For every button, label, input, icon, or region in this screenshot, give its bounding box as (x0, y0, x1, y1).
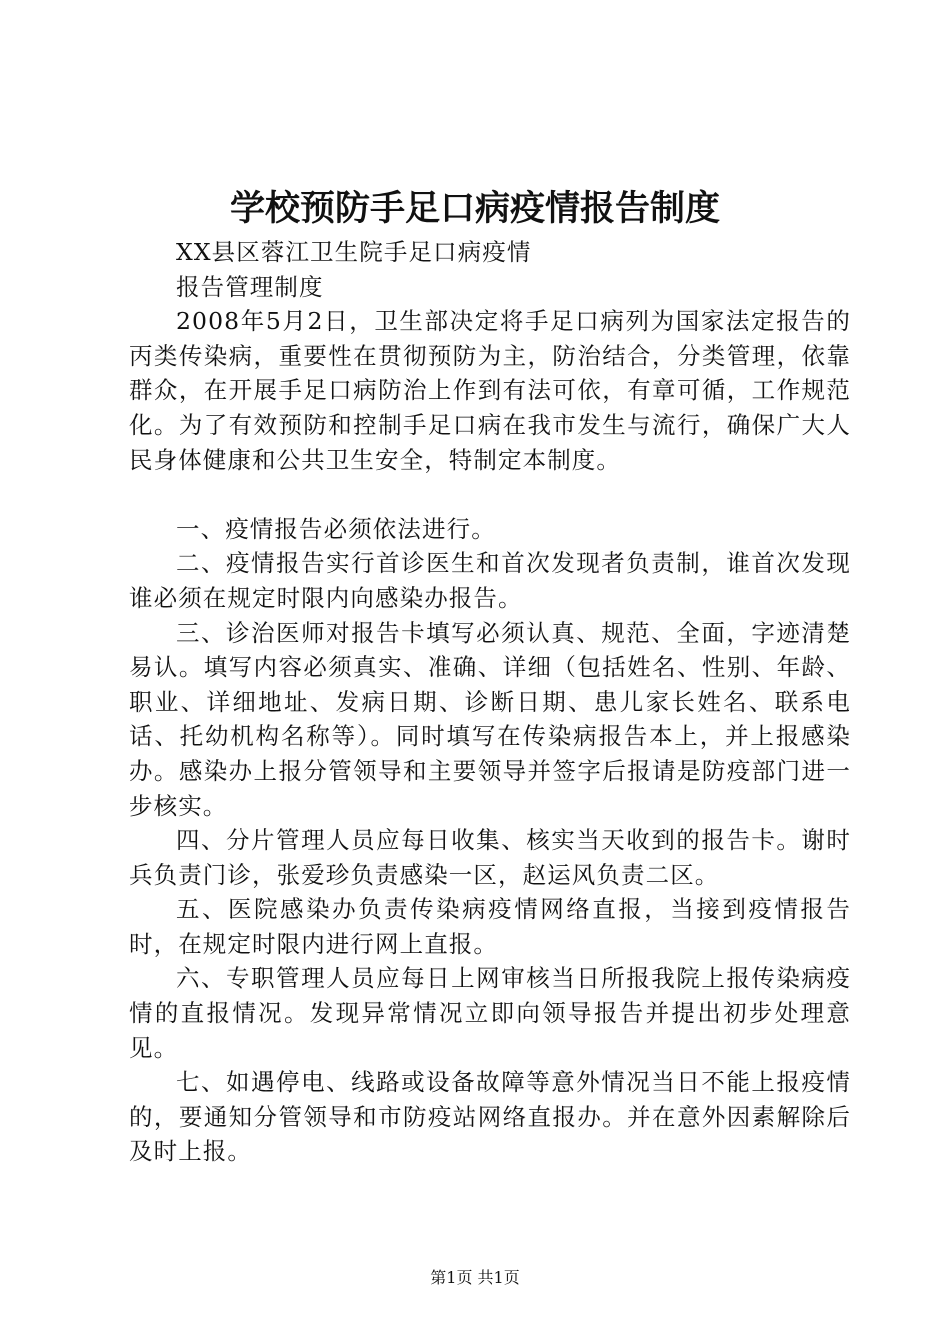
rule-item-1: 一、疫情报告必须依法进行。 (176, 514, 496, 543)
page-footer: 第1页 共1页 (430, 1268, 520, 1287)
subtitle-line-1: XX县区蓉江卫生院手足口病疫情 (176, 238, 532, 266)
rule-item-7: 七、如遇停电、线路或设备故障等意外情况当日不能上报疫情的，要通知分管领导和市防疫站网络直报办。并在意外因素解除后及时上报。 (129, 1068, 851, 1166)
rule-item-3: 三、诊治医师对报告卡填写必须认真、规范、全面，字迹清楚易认。填写内容必须真实、准确、详细（包括姓名、性别、年龄、职业、详细地址、发病日期、诊断日期、患儿家长姓名、联系电话、托幼机构名称等）。同时填写在传染病报告本上，并上报感染办。感染办上报分管领导和主要领导并签字后报请是防疫部门进一步核实。 (129, 618, 851, 820)
document-body (129, 235, 851, 1169)
rule-item-6: 六、专职管理人员应每日上网审核当日所报我院上报传染病疫情的直报情况。发现异常情况立即向领导报告并提出初步处理意见。 (129, 964, 851, 1062)
rule-item-5: 五、医院感染办负责传染病疫情网络直报，当接到疫情报告时，在规定时限内进行网上直报。 (129, 895, 851, 958)
subtitle-line-2: 报告管理制度 (176, 272, 324, 301)
rule-item-4: 四、分片管理人员应每日收集、核实当天收到的报告卡。谢时兵负责门诊，张爱珍负责感染一区，赵运风负责二区。 (129, 826, 851, 889)
intro-paragraph: 2008年5月2日，卫生部决定将手足口病列为国家法定报告的丙类传染病，重要性在贯彻预防为主，防治结合，分类管理，依靠群众，在开展手足口病防治上作到有法可依，有章可循，工作规范化。为了有效预防和控制手足口病在我市发生与流行，确保广大人民身体健康和公共卫生安全，特制定本制度。 (129, 307, 851, 474)
document-title: 学校预防手足口病疫情报告制度 (229, 188, 720, 229)
rule-item-2: 二、疫情报告实行首诊医生和首次发现者负责制，谁首次发现谁必须在规定时限内向感染办报告。 (129, 549, 851, 612)
